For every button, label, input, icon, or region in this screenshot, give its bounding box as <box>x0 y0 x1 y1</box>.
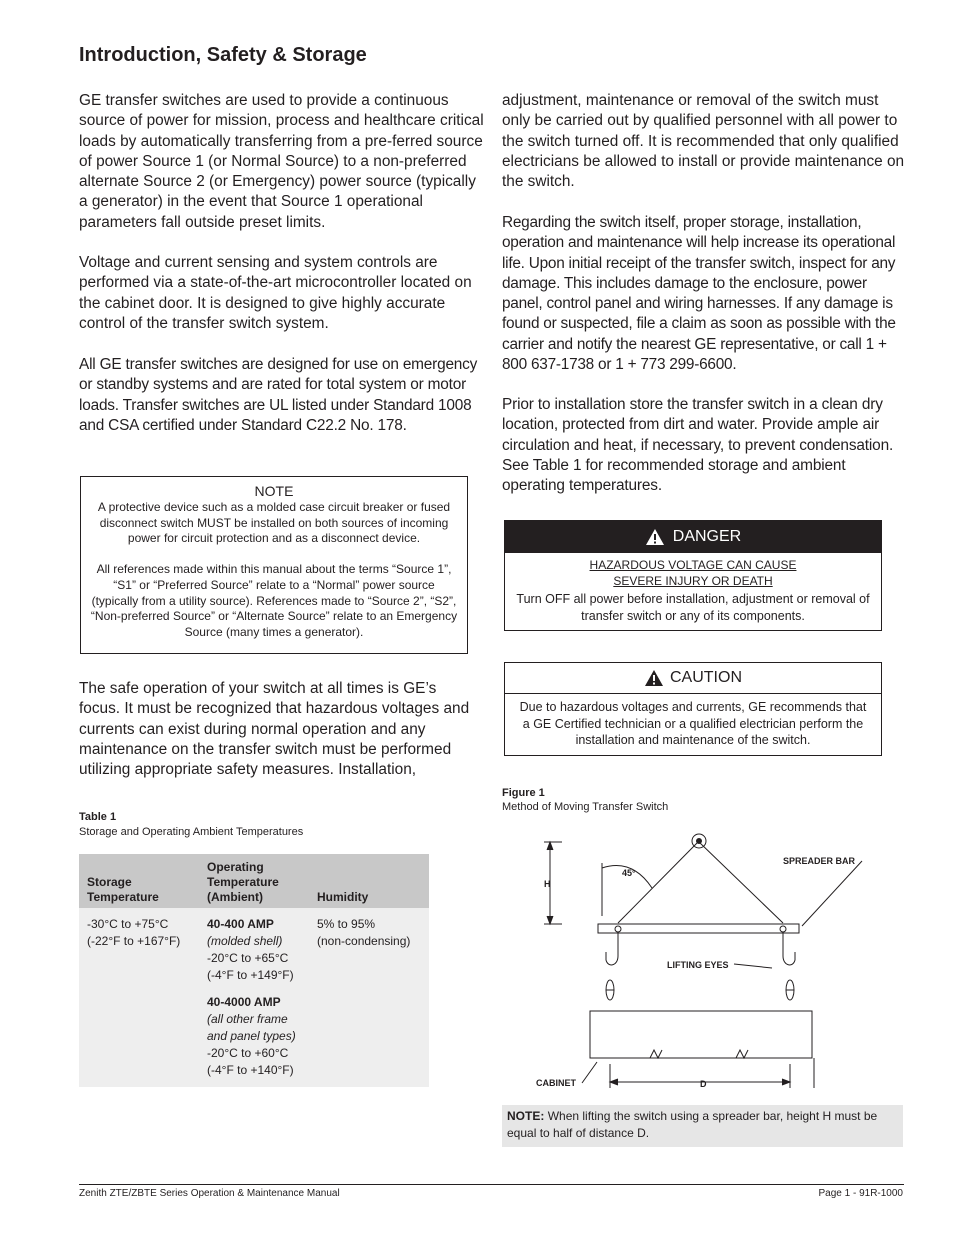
warning-triangle-icon <box>644 669 664 687</box>
figure-label: Figure 1 <box>502 787 545 799</box>
table-header-storage: Storage Temperature <box>79 854 197 908</box>
danger-label: DANGER <box>672 528 742 545</box>
hook-right <box>783 933 795 965</box>
break-mark-left <box>650 1050 662 1058</box>
top-ring-center <box>697 839 702 844</box>
note-text-1: A protective device such as a molded case circuit breaker or fused disconnect switch MUST be installed on both sources of incoming power for circuit protection and as a disconnect device. <box>97 500 451 546</box>
footer-divider <box>79 1184 904 1185</box>
table-header-operating: Operating Temperature (Ambient) <box>197 854 309 908</box>
op-b-fahrenheit: (-4°F to +140°F) <box>207 1063 294 1077</box>
caution-label: CAUTION <box>670 669 742 686</box>
page-title: Introduction, Safety & Storage <box>79 44 367 66</box>
spreader-leader <box>802 861 862 926</box>
storage-celsius: -30°C to +75°C <box>87 917 169 931</box>
danger-subtitle-2: SEVERE INJURY OR DEATH <box>613 574 773 588</box>
cabinet-leader <box>582 1062 597 1083</box>
caution-text: Due to hazardous voltages and currents, GE recommends that a GE Certified technician or a qualified electrician perform the installation and maintenance of the switch. <box>519 700 867 747</box>
storage-cell <box>79 908 197 1087</box>
spreader-bar <box>598 924 799 933</box>
lifting-eyes-leader <box>734 964 772 968</box>
figure-note-label: NOTE: <box>507 1109 545 1123</box>
danger-subtitle-1: HAZARDOUS VOLTAGE CAN CAUSE <box>589 558 797 572</box>
hook-left <box>606 933 618 965</box>
spreader-bar-label: SPREADER BAR <box>783 856 856 866</box>
op-a-label: 40-400 AMP <box>207 917 274 931</box>
caution-header <box>505 663 881 694</box>
right-paragraph-3: Prior to installation store the transfer switch in a clean dry location, protected from dirt and water. Provide ample air circulation and heat, if necessary, to prevent condensation. See Table 1 for recommended storage and ambient operating temperatures. <box>502 396 894 495</box>
right-paragraph-2: Regarding the switch itself, proper storage, installation, operation and maintenance will help increase its operational life. Upon initial receipt of the transfer switch, inspect for any damage. This includes damage to the enclosure, power panel, control panel and wiring harnesses. If any damage is found or suspected, file a claim as soon as possible with the carrier and notify the nearest GE representative, or call 1 + 800 637-1738 or 1 + 773 299-6600. <box>502 214 896 374</box>
cabinet-outline <box>590 1011 812 1058</box>
operating-cell <box>197 908 309 1087</box>
figure-note-text: When lifting the switch using a spreader bar, height H must be equal to half of distance D. <box>507 1109 878 1140</box>
d-label: D <box>700 1079 707 1089</box>
table-row <box>79 908 429 1087</box>
op-b-celsius: -20°C to +60°C <box>207 1046 289 1060</box>
danger-header <box>505 521 881 553</box>
intro-paragraph-1: GE transfer switches are used to provide a continuous source of power for mission, process and healthcare critical loads by automatically transferring from a pre-ferred source of power Source 1 (or Normal Source) to a non-preferred alternate Source 2 (or Emergency) power source (typically a generator) in the event that Source 1 operational parameters fall outside preset limits. <box>79 92 484 231</box>
table-header-humidity: Humidity <box>309 854 429 908</box>
right-paragraph-1: adjustment, maintenance or removal of the switch must only be carried out by qualified personnel with all power to the switch turned off. It is recommended that only qualified electricians be allowed to install or provide maintenance on the switch. <box>502 92 905 191</box>
caution-box <box>504 662 882 756</box>
sling-right <box>699 842 783 923</box>
lifting-diagram <box>502 818 903 1100</box>
figure-note <box>502 1105 903 1147</box>
note-title: NOTE <box>254 483 294 499</box>
cabinet-label: CABINET <box>536 1078 576 1088</box>
danger-box <box>504 520 882 631</box>
angle-label: 45° <box>622 868 636 878</box>
op-b-note-2: and panel types) <box>207 1029 296 1043</box>
op-b-label: 40-4000 AMP <box>207 995 281 1009</box>
table-label: Table 1 <box>79 811 117 823</box>
storage-temperature-table <box>79 854 429 1087</box>
note-text-2: All references made within this manual about the terms “Source 1”, “S1” or “Preferred Source” relate to a “Normal” power source (typically from a utility source). References made to “Source 2”, “S2”, “Non-preferred Source” or “Alternate Source” relate to an Emergency Source (many times a generator). <box>90 562 458 639</box>
humidity-cell <box>309 908 429 1087</box>
table-header-row <box>79 854 429 908</box>
break-mark-right <box>736 1050 748 1058</box>
warning-triangle-icon <box>645 528 665 546</box>
figure-caption: Method of Moving Transfer Switch <box>502 801 669 813</box>
lifting-eyes-label: LIFTING EYES <box>667 960 729 970</box>
table-caption: Storage and Operating Ambient Temperatures <box>79 826 304 838</box>
humidity-note: (non-condensing) <box>317 934 411 948</box>
note-box <box>80 476 468 654</box>
danger-text: Turn OFF all power before installation, adjustment or removal of transfer switch or any of its components. <box>516 592 870 623</box>
footer-page-number: Page 1 - 91R-1000 <box>818 1188 903 1199</box>
op-a-note: (molded shell) <box>207 934 283 948</box>
h-label: H <box>544 879 551 889</box>
storage-fahrenheit: (-22°F to +167°F) <box>87 934 181 948</box>
op-a-fahrenheit: (-4°F to +149°F) <box>207 968 294 982</box>
op-b-note-1: (all other frame <box>207 1012 288 1026</box>
sling-left <box>618 842 698 923</box>
intro-paragraph-3: All GE transfer switches are designed for use on emergency or standby systems and are rated for total system or motor loads. Transfer switches are UL listed under Standard 1008 and CSA certified under Standard C22.2 No. 178. <box>79 356 478 434</box>
footer-manual-title: Zenith ZTE/ZBTE Series Operation & Maintenance Manual <box>79 1188 340 1199</box>
op-a-celsius: -20°C to +65°C <box>207 951 289 965</box>
intro-paragraph-2: Voltage and current sensing and system controls are performed via a state-of-the-art microcontroller located on the cabinet door. It is designed to give highly accurate control of the transfer switch system. <box>79 254 472 332</box>
humidity-range: 5% to 95% <box>317 917 376 931</box>
safety-paragraph: The safe operation of your switch at all times is GE’s focus. It must be recognized that hazardous voltages and currents can exist during normal operation and any maintenance on the transfer switch must be performed utilizing appropriate safety measures. Installation, <box>79 680 470 779</box>
